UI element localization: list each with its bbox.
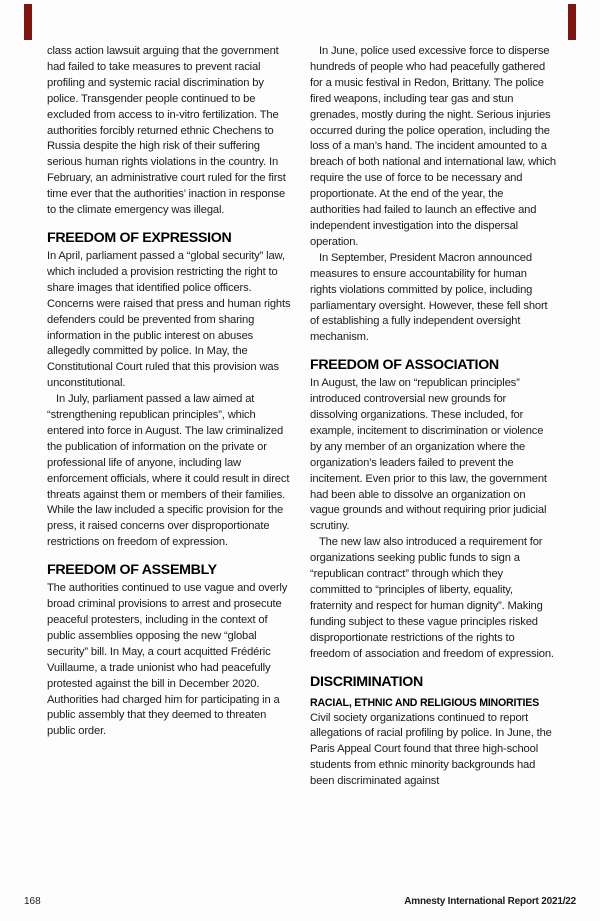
paragraph-minorities-1: Civil society organizations continued to report allegations of racial profiling by police. In June, the Paris Appeal Court found that three high-school students from ethnic minority backgrounds had been discriminated against xyxy=(310,711,552,788)
section-heading-freedom-of-association: FREEDOM OF ASSOCIATION xyxy=(310,357,499,374)
page-footer xyxy=(24,896,576,907)
trim-mark-left xyxy=(24,4,32,40)
paragraph-association-1: In August, the law on “republican principles” introduced controversial new grounds for dissolving organizations. These included, for example, incitement to discrimination or violence by any member of an organization where the organization’s leaders failed to prevent the incitement. Even prior to this law, the government had been able to dissolve an organization on vague grounds and without requiring prior judicial scrutiny. xyxy=(310,377,547,533)
paragraph-police-force-2: In September, President Macron announced measures to ensure accountability for human rights violations committed by police, including parliamentary oversight. However, these fell short of establishing a fully independent oversight mechanism. xyxy=(310,251,548,344)
trim-mark-right xyxy=(568,4,576,40)
paragraph-association-2: The new law also introduced a requirement for organizations seeking public funds to sign a “republican contract” through which they committed to “principles of liberty, equality, fraternity and respect for human dignity”. Making funding subject to these vague principles risked disproportionate restrictions of the rights to freedom of association and freedom of expression. xyxy=(310,536,554,660)
section-heading-freedom-of-expression: FREEDOM OF EXPRESSION xyxy=(47,229,232,246)
paragraph-intro-continuation: class action lawsuit arguing that the government had failed to take measures to prevent racial profiling and systemic racial discrimination by police. Transgender people continued to be excluded from access to in-vitro fertilization. The authorities forcibly returned ethnic Chechens to Russia despite the high risk of their suffering serious human rights violations in the country. In February, an administrative court ruled for the first time ever that the authorities’ inaction in response to the climate emergency was illegal. xyxy=(47,45,286,217)
footer-report-title: Amnesty International Report 2021/22 xyxy=(404,896,576,907)
left-column xyxy=(47,44,293,790)
paragraph-expression-2: In July, parliament passed a law aimed at “strengthening republican principles”, which entered into force in August. The law criminalized the publication of information on the private or professional life of anyone, including law enforcement officials, where it could result in direct threats against them or members of their families. While the law included a specific provision for the press, it raised concerns over disproportionate restrictions on freedom of expression. xyxy=(47,393,290,549)
paragraph-police-force-1: In June, police used excessive force to disperse hundreds of people who had peacefully gathered for a music festival in Redon, Brittany. The police fired weapons, including tear gas and stun grenades, mostly during the night. Serious injuries occurred during the police operation, including the loss of a man’s hand. The incident amounted to a breach of both national and international law, which require the use of force to be necessary and proportionate. At the end of the year, the authorities had failed to launch an effective and independent investigation into the dispersal operation. xyxy=(310,45,556,248)
paragraph-expression-1: In April, parliament passed a “global security” law, which included a provision restricting the right to share images that identified police officers. Concerns were raised that press and human rights defenders could be prevented from sharing information in the public interest on abuses allegedly committed by police. In May, the Constitutional Court ruled that this provision was unconstitutional. xyxy=(47,249,291,390)
section-heading-discrimination: DISCRIMINATION xyxy=(310,673,423,690)
section-heading-freedom-of-assembly: FREEDOM OF ASSEMBLY xyxy=(47,562,217,579)
right-column xyxy=(310,44,556,790)
paragraph-assembly-1: The authorities continued to use vague and overly broad criminal provisions to arrest and prosecute peaceful protesters, including in the context of public assemblies opposing the new “global security” bill. In May, a court acquitted Frédéric Vuillaume, a trade unionist who had peacefully protested against the bill in December 2020. Authorities had charged him for participating in a public assembly that they deemed to threaten public order. xyxy=(47,582,288,738)
page-content xyxy=(47,44,556,790)
page-number: 168 xyxy=(24,896,41,907)
subsection-heading-minorities: RACIAL, ETHNIC AND RELIGIOUS MINORITIES xyxy=(310,696,539,709)
